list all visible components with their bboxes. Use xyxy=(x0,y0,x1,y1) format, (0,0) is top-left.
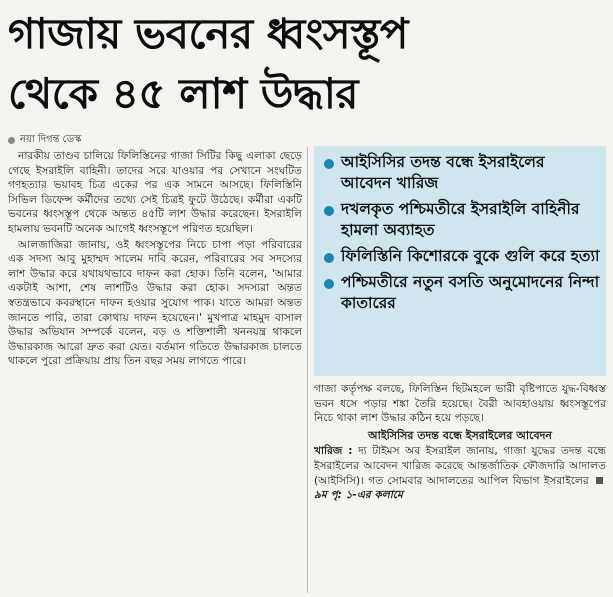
highlight-text: দখলকৃত পশ্চিমতীরে ইসরাইলি বাহিনীর হামলা অব্যাহত xyxy=(341,200,580,239)
body-paragraph: গাজা কর্তৃপক্ষ বলছে, ফিলিস্তিন ছিটমহলে ভারী বৃষ্টিপাতে যুদ্ধ-বিধ্বস্ত ভবন ধসে পড়ার শঙ্কা তৈরি হয়েছে। বৈরী আবহাওয়ায় ধ্বংসস্তূপের নিচে থাকা লাশ উদ্ধার কঠিন হয়ে পড়ছে। xyxy=(314,383,606,425)
body-text: দ্য টাইমস অব ইসরাইল জানায়, গাজা যুদ্ধের তদন্ত বন্ধে ইসরাইলের আবেদন খারিজ করেছে আন্তর্জাতিক ফৌজদারি আদালত (আইসিসি)। গত সোমবার আদালতের আপিল বিভাগ ইসরাইলের xyxy=(314,445,606,487)
body-paragraph: আলজাজিরা জানায়, ওই ধ্বংসস্তূপের নিচে চাপা পড়া পরিবারের এক সদস্য আবু মুহাম্মদ সালেম দাবি করেন, পরিবারের সব সদস্যের লাশ উদ্ধার করে যথাযথভাবে দাফন করা হোক। তিনি বলেন, 'আমার একটাই আশা, শেষ লাশটিও উদ্ধার করা হোক। সদস্যরা অন্তত স্বতন্ত্রভাবে কবরস্থানে দাফন হওয়ার সুযোগ পাক। যাতে আমরা অন্তত জানতে পারি, তারা কোথায় দাফন হয়েছেন।' মুখপাত্র মাহমুদ বাসাল উদ্ধার অভিযান সম্পর্কে বলেন, বড় ও শক্তিশালী খননযন্ত্র থাকলে উদ্ধারকাজ আরো দ্রুত করা যেত। বর্তমান গতিতে উদ্ধারকাজ চালতে থাকলে পুরো প্রক্রিয়ায় প্রায় তিন বছর সময় লাগতে পারে। xyxy=(8,238,302,368)
article-column-right xyxy=(314,382,606,591)
highlight-item xyxy=(324,199,600,241)
highlights-box xyxy=(314,146,606,376)
byline xyxy=(8,132,81,149)
headline-line-2: থেকে ৪৫ লাশ উদ্ধার xyxy=(8,69,358,118)
bullet-icon xyxy=(324,159,334,169)
bullet-icon xyxy=(324,279,334,289)
highlight-text: ফিলিস্তিনি কিশোরকে বুকে গুলি করে হত্যা xyxy=(341,247,600,265)
body-paragraph: নারকীয় তাণ্ডব চালিয়ে ফিলিস্তিনের গাজা সিটির কিছু এলাকা ছেড়ে গেছে ইসরাইলি বাহিনী। তাদের সরে যাওয়ার পর সেখানে সংঘটিত গণহত্যার ভয়াবহ চিত্র একের পর এক সামনে আসছে। ফিলিস্তিনি সিভিল ডিফেন্স কর্মীদের তথ্যে সেই চিত্রই ফুটে উঠেছে। কর্মীরা একটি ভবনের ধ্বংসস্তূপ থেকে অন্তত ৪৫টি লাশ উদ্ধার করেছেন। ইসরাইলি হামলায় ভবনটি অনেক আগেই ধ্বংসস্তূপে পরিণত হয়েছিল। xyxy=(8,150,302,235)
headline xyxy=(8,4,608,124)
bullet-icon xyxy=(324,206,334,216)
headline-line-1: গাজায় ভবনের ধ্বংসস্তূপ xyxy=(8,9,408,58)
highlight-text: পশ্চিমতীরে নতুন বসতি অনুমোদনের নিন্দা কাতারের xyxy=(341,273,600,312)
highlight-item xyxy=(324,152,600,194)
bullet-icon xyxy=(324,253,334,263)
article-column-left xyxy=(8,149,302,591)
sub-headline-continuation: খারিজ : xyxy=(314,445,353,458)
sub-headline: আইসিসির তদন্ত বন্ধে ইসরাইলের আবেদন xyxy=(368,428,552,442)
bullet-dot-icon xyxy=(8,137,15,144)
square-bullet-icon xyxy=(596,477,603,484)
body-paragraph xyxy=(314,444,606,502)
column-divider xyxy=(307,147,308,593)
highlight-item xyxy=(324,272,600,314)
continuation-reference: ৯ম পৃ: ১-এর কলামে xyxy=(314,489,403,502)
highlight-item xyxy=(324,246,600,267)
byline-text: নয়া দিগন্ত ডেস্ক xyxy=(20,134,82,145)
highlight-text: আইসিসির তদন্ত বন্ধে ইসরাইলের আবেদন খারিজ xyxy=(341,153,545,192)
